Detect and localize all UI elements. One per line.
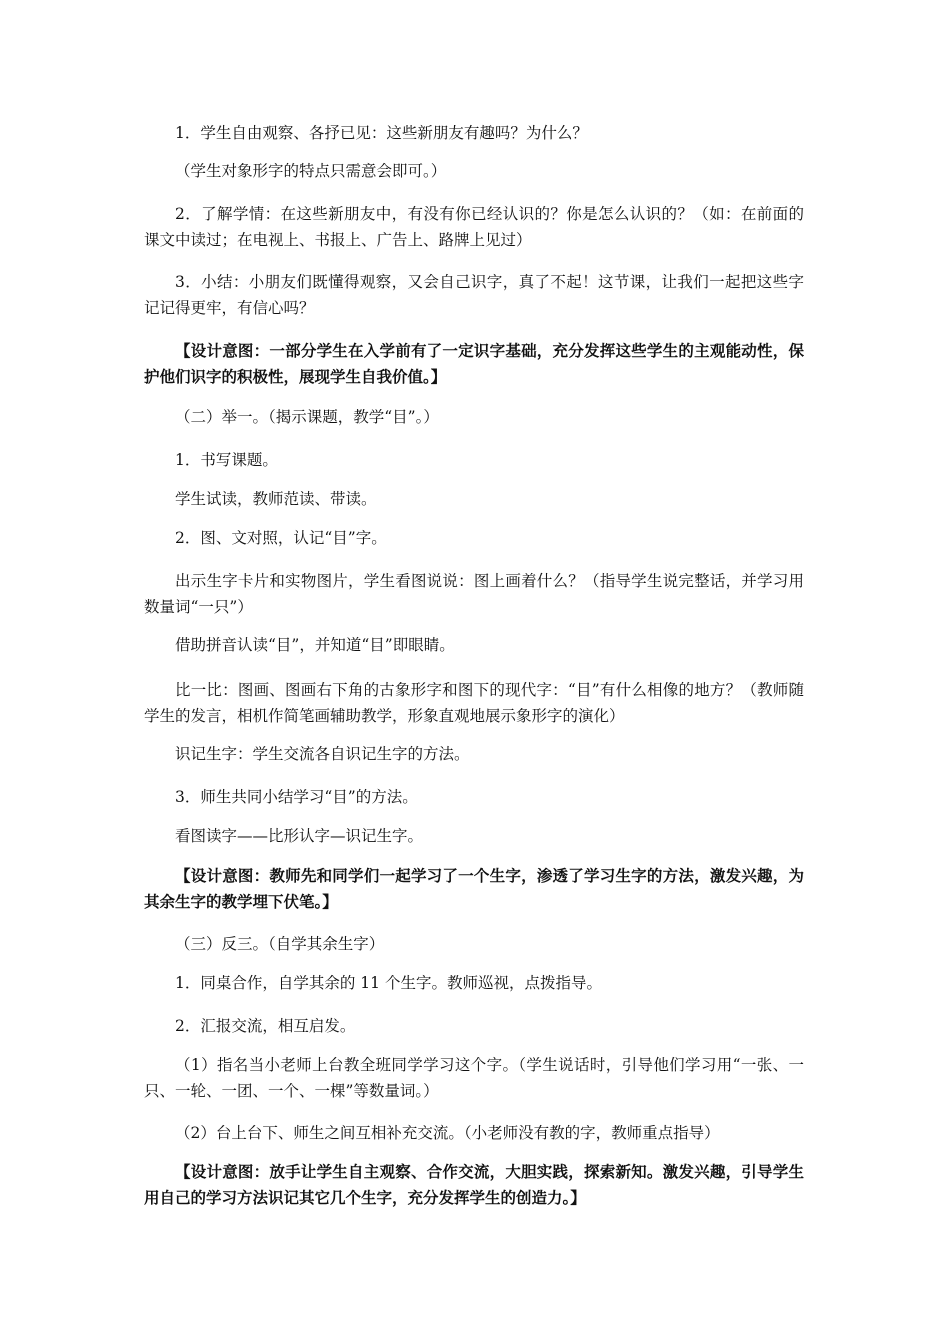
paragraph-image-text: 2．图、文对照，认记“目”字。 <box>175 529 387 547</box>
paragraph-step3-summary: 3．小结：小朋友们既懂得观察，又会自己识字，真了不起！这节课，让我们一起把这些字记记得更牢，有信心吗？ <box>144 273 804 317</box>
paragraph-read: 学生试读，教师范读、带读。 <box>175 490 377 508</box>
paragraph-little-teacher: （1）指名当小老师上台教全班同学学习这个字。（学生说话时，引导他们学习用“一张、一只、一轮、一团、一个、一棵”等数量词。） <box>144 1056 804 1100</box>
paragraph-mutual-supplement: （2）台上台下、师生之间互相补充交流。（小老师没有教的字，教师重点指导） <box>175 1124 720 1142</box>
paragraph-step1-observe: 1．学生自由观察、各抒已见：这些新朋友有趣吗？为什么？ <box>175 124 588 142</box>
paragraph-step3-method: 3．师生共同小结学习“目”的方法。 <box>175 788 418 806</box>
paragraph-compare: 比一比：图画、图画右下角的古象形字和图下的现代字：“目”有什么相像的地方？（教师随学生的发言，相机作简笔画辅助教学，形象直观地展示象形字的演化） <box>144 681 804 725</box>
paragraph-write-title: 1．书写课题。 <box>175 451 278 469</box>
paragraph-memorize: 识记生字：学生交流各自识记生字的方法。 <box>175 745 470 763</box>
section-heading-3: （三）反三。（自学其余生字） <box>175 935 385 953</box>
paragraph-report: 2．汇报交流，相互启发。 <box>175 1017 356 1035</box>
paragraph-step2-learn-situation: 2．了解学情：在这些新朋友中，有没有你已经认识的？你是怎么认识的？（如：在前面的课文中读过；在电视上、书报上、广告上、路牌上见过） <box>144 205 804 249</box>
design-intent-1: 【设计意图：一部分学生在入学前有了一定识字基础，充分发挥这些学生的主观能动性，保护他们识字的积极性，展现学生自我价值。】 <box>144 341 804 386</box>
paragraph-note: （学生对象形字的特点只需意会即可。） <box>175 162 447 180</box>
paragraph-method-chain: 看图读字——比形认字—识记生字。 <box>175 827 424 845</box>
paragraph-pinyin: 借助拼音认读“目”，并知道“目”即眼睛。 <box>175 636 455 654</box>
design-intent-2: 【设计意图：教师先和同学们一起学习了一个生字，渗透了学习生字的方法，激发兴趣，为其余生字的教学埋下伏笔。】 <box>144 866 804 911</box>
paragraph-pair-work: 1．同桌合作，自学其余的 11 个生字。教师巡视，点拨指导。 <box>175 974 602 992</box>
section-heading-2: （二）举一。（揭示课题，教学“目”。） <box>175 408 439 426</box>
paragraph-show-cards: 出示生字卡片和实物图片，学生看图说说：图上画着什么？（指导学生说完整话，并学习用数量词“一只”） <box>144 572 804 616</box>
design-intent-3: 【设计意图：放手让学生自主观察、合作交流，大胆实践，探索新知。激发兴趣，引导学生用自己的学习方法识记其它几个生字，充分发挥学生的创造力。】 <box>144 1162 804 1207</box>
